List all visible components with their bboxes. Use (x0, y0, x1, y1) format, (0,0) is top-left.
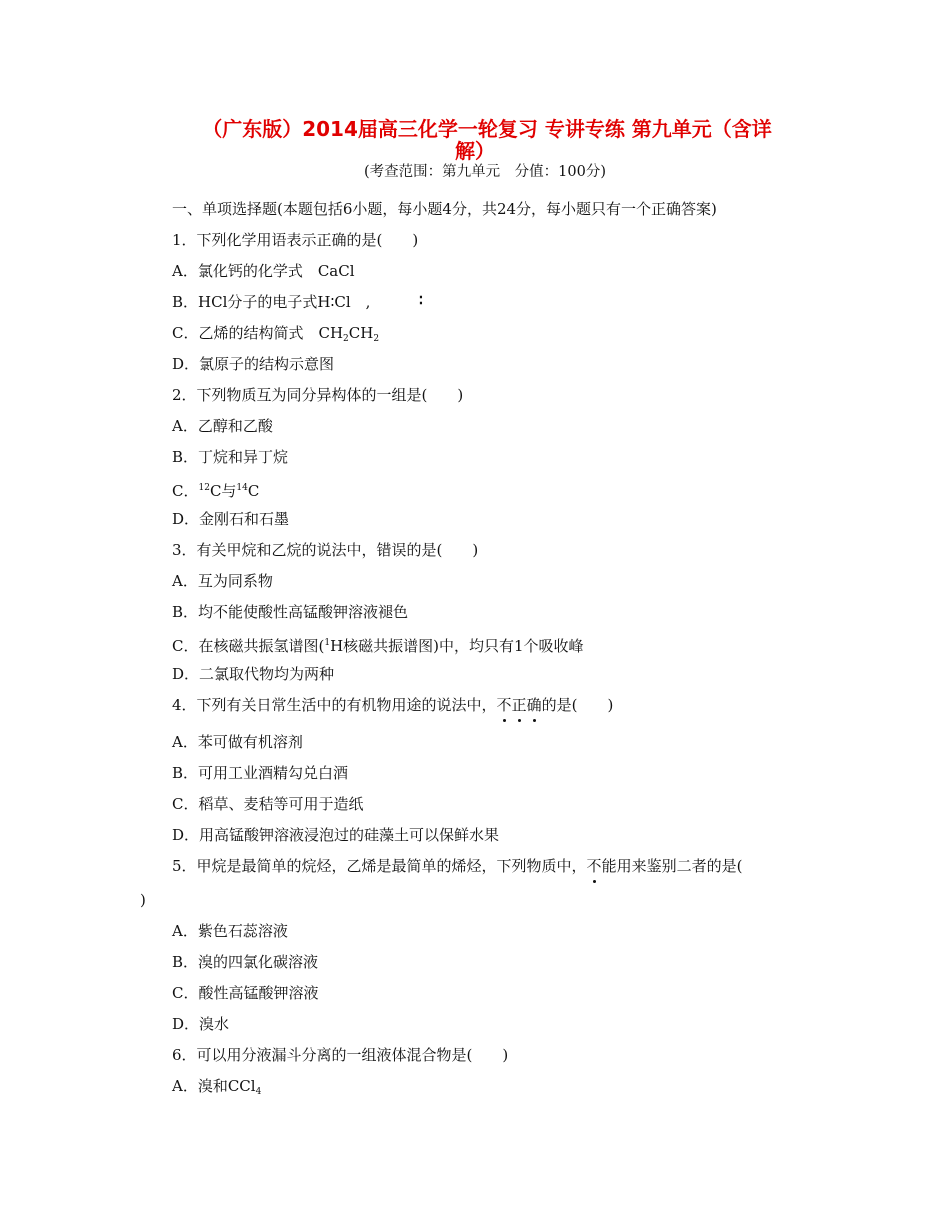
q4-option-b: B．可用工业酒精勾兑白酒 (172, 764, 349, 782)
q5-stem-end: ) (140, 891, 146, 909)
q4-emphasis-2: 正 (511, 696, 527, 714)
q1-option-b-post: , (350, 293, 371, 311)
q3-option-c (172, 633, 584, 656)
q6-stem: 6．可以用分液漏斗分离的一组液体混合物是( ) (172, 1046, 509, 1064)
q4-stem-pre: 4．下列有关日常生活中的有机物用途的说法中， (172, 696, 497, 714)
q2-option-c (172, 478, 259, 501)
q4-stem-post: 的是( ) (541, 696, 614, 714)
electron-pair-mark: ∶ (419, 291, 423, 309)
q1-option-a: A．氯化钙的化学式 CaCl (172, 262, 355, 280)
q3-option-a: A．互为同系物 (172, 572, 273, 590)
q4-emphasis-1: 不 (496, 696, 512, 714)
q1-option-b (172, 292, 370, 312)
q4-option-a: A．苯可做有机溶剂 (172, 733, 303, 751)
q4-option-d: D．用高锰酸钾溶液浸泡过的硅藻土可以保鲜水果 (172, 826, 500, 844)
q1-option-c-sub1: 2 (343, 334, 349, 344)
q5-option-a: A．紫色石蕊溶液 (172, 922, 288, 940)
q3-option-b: B．均不能使酸性高锰酸钾溶液褪色 (172, 603, 409, 621)
q6-option-a-sub: 4 (255, 1087, 262, 1097)
q3-option-c-sup: 1 (324, 638, 331, 648)
q6-option-a-pre: A．溴和CCl (172, 1077, 256, 1095)
q3-option-c-post: H核磁共振谱图)中，均只有1个吸收峰 (330, 637, 584, 655)
q6-option-a (172, 1076, 261, 1102)
q3-option-d: D．二氯取代物均为两种 (172, 665, 335, 683)
q2-option-c-sup1: 12 (198, 483, 210, 493)
q2-option-c-post: C (247, 482, 260, 500)
q1-option-c-pre: C．乙烯的结构简式 CH (172, 324, 344, 342)
q2-option-a: A．乙醇和乙酸 (172, 417, 273, 435)
q1-option-d: D．氯原子的结构示意图 (172, 355, 335, 373)
q5-stem (172, 856, 742, 876)
q5-option-c: C．酸性高锰酸钾溶液 (172, 984, 319, 1002)
q4-emphasis-3: 确 (526, 696, 542, 714)
q1-option-b-mid: ∶Cl (330, 293, 351, 311)
q2-option-c-mid: C与 (209, 482, 237, 500)
document-subtitle: (考查范围：第九单元 分值：100分) (364, 164, 606, 180)
q4-stem (172, 695, 613, 715)
q5-emphasis-1: 不 (586, 857, 602, 875)
q1-option-c-mid: CH (348, 324, 374, 342)
q1-stem: 1．下列化学用语表示正确的是( ) (172, 231, 419, 249)
q1-option-b-pre: B．HCl分子的电子式H (172, 293, 331, 311)
q4-option-c: C．稻草、麦秸等可用于造纸 (172, 795, 364, 813)
q2-option-c-pre: C． (172, 482, 199, 500)
q3-stem: 3．有关甲烷和乙烷的说法中，错误的是( ) (172, 541, 479, 559)
q1-option-c-sub2: 2 (373, 334, 380, 344)
q5-stem-post: 能用来鉴别二者的是( (601, 857, 743, 875)
q3-option-c-pre: C．在核磁共振氢谱图( (172, 637, 325, 655)
q5-stem-pre: 5．甲烷是最简单的烷烃，乙烯是最简单的烯烃，下列物质中， (172, 857, 587, 875)
q2-option-c-sup2: 14 (236, 483, 248, 493)
q2-stem: 2．下列物质互为同分异构体的一组是( ) (172, 386, 464, 404)
document-title-line1: （广东版）2014届高三化学一轮复习 专讲专练 第九单元（含详 (202, 117, 772, 141)
q1-option-c (172, 323, 379, 349)
q2-option-d: D．金刚石和石墨 (172, 510, 290, 528)
document-title-line2: 解） (455, 139, 495, 163)
section-heading: 一、单项选择题(本题包括6小题，每小题4分，共24分，每小题只有一个正确答案) (172, 200, 717, 218)
q2-option-b: B．丁烷和异丁烷 (172, 448, 289, 466)
q5-option-d: D．溴水 (172, 1015, 230, 1033)
q5-option-b: B．溴的四氯化碳溶液 (172, 953, 319, 971)
